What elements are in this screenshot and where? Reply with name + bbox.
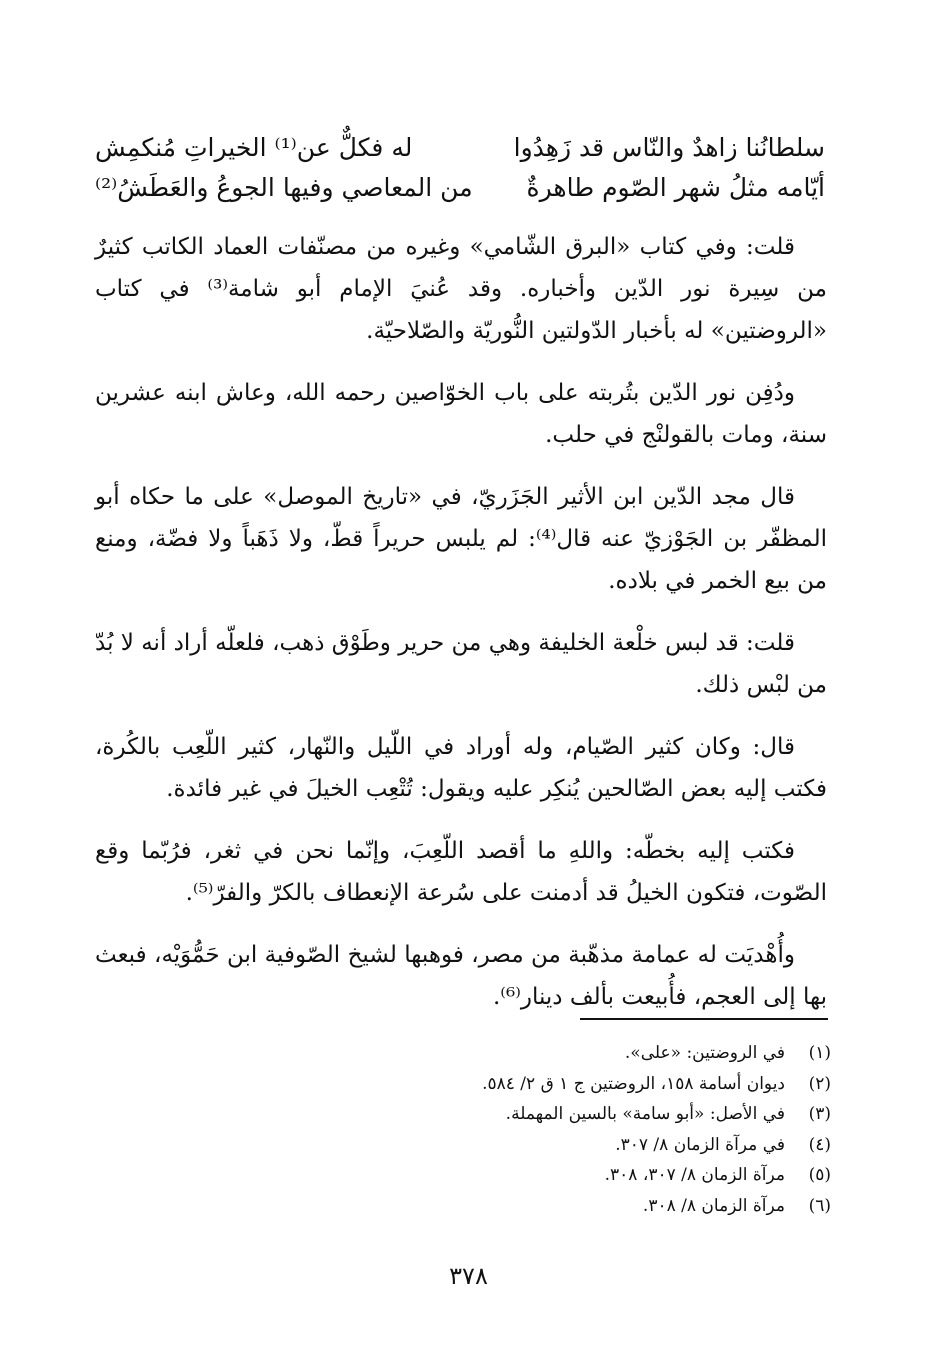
footnote-number: (١) bbox=[808, 1043, 831, 1063]
footnote bbox=[311, 1160, 831, 1191]
footnote bbox=[311, 1191, 831, 1222]
footnote-number: (٥) bbox=[808, 1165, 831, 1185]
footnote-divider bbox=[580, 1018, 828, 1020]
footnote-number: (٤) bbox=[808, 1134, 831, 1155]
footnote-text: ديوان أسامة ١٥٨، الروضتين ج ١ ق ٢/ ٥٨٤. bbox=[482, 1073, 785, 1094]
footnote-number: (٢) bbox=[808, 1073, 831, 1094]
footnote bbox=[311, 1069, 831, 1100]
verse-line bbox=[95, 128, 825, 168]
verse-hemistich-second: له فكلٌّ عن⁽¹⁾ الخيراتِ مُنكمِش bbox=[95, 133, 413, 162]
footnote-text: مرآة الزمان ٨/ ٣٠٨. bbox=[642, 1195, 785, 1216]
footnote-text: في مرآة الزمان ٨/ ٣٠٧. bbox=[615, 1134, 785, 1155]
footnote-text: مرآة الزمان ٨/ ٣٠٧، ٣٠٨. bbox=[604, 1165, 785, 1185]
footnote-text: في الأصل: «أبو سامة» بالسين المهملة. bbox=[505, 1104, 785, 1124]
verse-hemistich-first: سلطانُنا زاهدٌ والنّاس قد زَهِدُوا bbox=[513, 133, 825, 162]
paragraph: قلت: وفي كتاب «البرق الشّامي» وغيره من مصنّفات العماد الكاتب كثيرٌ من سِيرة نور الدّين وأخباره. وقد عُنيَ الإمام أبو شامة⁽³⁾ في كتاب «الروضتين» له بأخبار الدّولتين النُّوريّة والصّلاحيّة. bbox=[95, 234, 827, 344]
paragraph: قلت: قد لبس خلْعة الخليفة وهي من حرير وطَوْق ذهب، فلعلّه أراد أنه لا بُدّ من لبْس ذلك. bbox=[95, 630, 827, 698]
paragraph: قال: وكان كثير الصّيام، وله أوراد في اللّيل والنّهار، كثير اللّعِب بالكُرة، فكتب إليه بعض الصّالحين يُنكِر عليه ويقول: تُتْعِب الخيلَ في غير فائدة. bbox=[95, 734, 827, 802]
footnotes bbox=[311, 1038, 831, 1221]
paragraph: وأُهْديَت له عمامة مذهّبة من مصر، فوهبها لشيخ الصّوفية ابن حَمُّوَيْه، فبعث بها إلى العجم، فأُبيعت بألف دينار⁽⁶⁾. bbox=[95, 942, 827, 1010]
paragraph: ودُفِن نور الدّين بتُربته على باب الخوّاصين رحمه الله، وعاش ابنه عشرين سنة، ومات بالقولنْج في حلب. bbox=[95, 380, 827, 448]
body-text bbox=[95, 226, 827, 1038]
footnote bbox=[311, 1130, 831, 1161]
poetry-verses bbox=[95, 128, 825, 208]
verse-line bbox=[95, 168, 825, 208]
paragraph: فكتب إليه بخطّه: واللهِ ما أقصد اللّعِبَ، وإنّما نحن في ثغر، فرُبّما وقع الصّوت، فتكون الخيلُ قد أدمنت على سُرعة الإنعطاف بالكرّ والفرّ⁽⁵⁾. bbox=[95, 838, 827, 906]
page-number: ٣٧٨ bbox=[449, 1262, 488, 1290]
footnote-text: في الروضتين: «على». bbox=[624, 1043, 785, 1063]
verse-hemistich-second: من المعاصي وفيها الجوعُ والعَطَشُ⁽²⁾ bbox=[95, 173, 473, 202]
footnote bbox=[311, 1099, 831, 1130]
footnote-number: (٣) bbox=[808, 1104, 831, 1124]
verse-hemistich-first: أيّامه مثلُ شهر الصّوم طاهرةٌ bbox=[526, 173, 825, 202]
footnote bbox=[311, 1038, 831, 1069]
paragraph: قال مجد الدّين ابن الأثير الجَزَريّ، في «تاريخ الموصل» على ما حكاه أبو المظفّر بن الجَوْزيّ عنه قال⁽⁴⁾: لم يلبس حريراً قطّ، ولا ذَهَباً ولا فضّة، ومنع من بيع الخمر في بلاده. bbox=[95, 484, 827, 594]
footnote-number: (٦) bbox=[808, 1195, 831, 1216]
